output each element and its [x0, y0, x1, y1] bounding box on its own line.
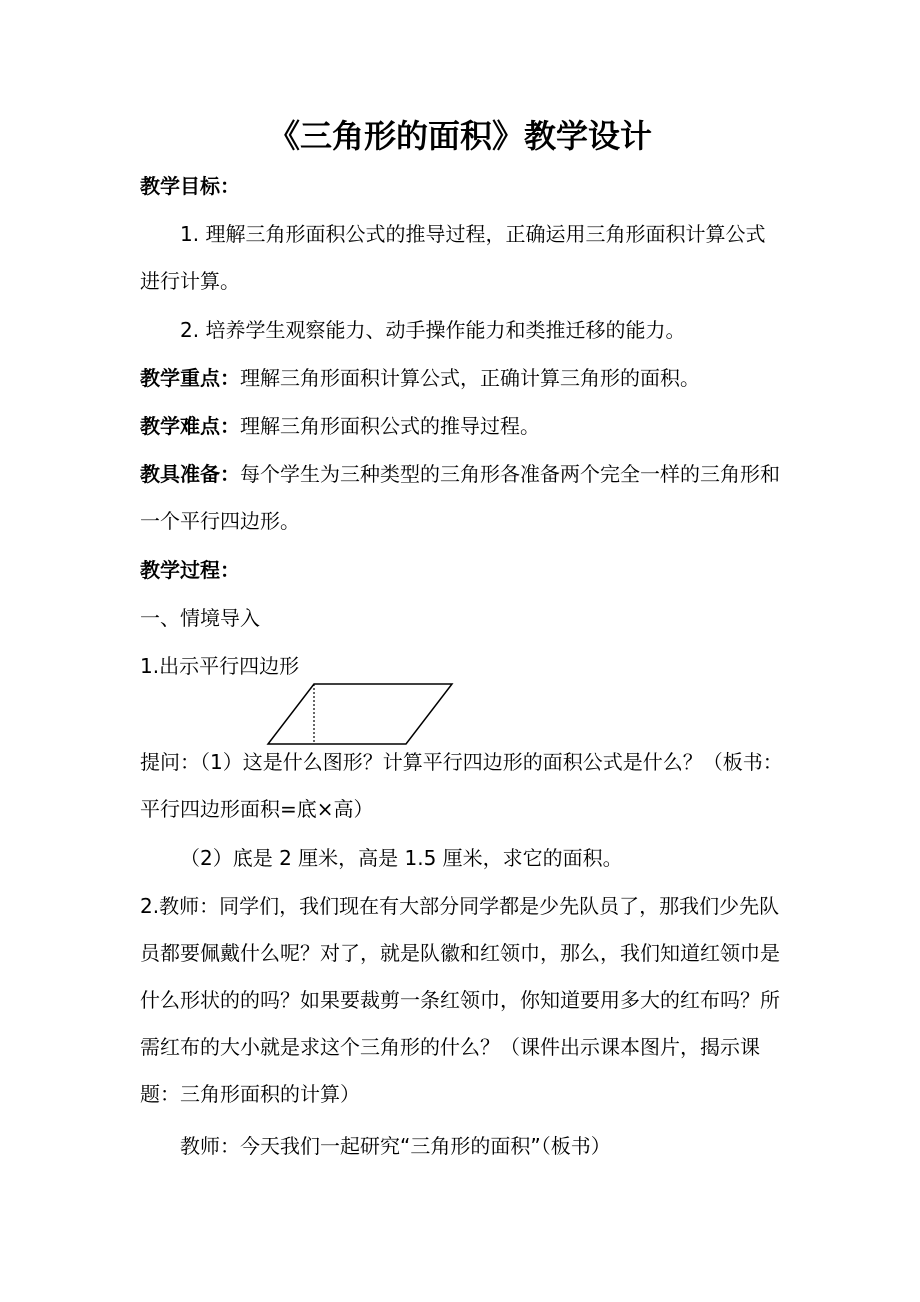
document-title: 《三角形的面积》教学设计 — [267, 117, 652, 155]
key-point-text: 理解三角形面积计算公式，正确计算三角形的面积。 — [240, 366, 700, 390]
process-heading: 教学过程： — [140, 558, 240, 582]
objectives-heading: 教学目标： — [140, 174, 240, 198]
section-1-heading: 一、情境导入 — [140, 606, 260, 630]
difficulty-label: 教学难点： — [140, 414, 240, 438]
step-1-text: 1.出示平行四边形 — [140, 654, 300, 678]
materials-paragraph — [140, 451, 785, 545]
objective-item-1: 1. 理解三角形面积公式的推导过程，正确运用三角形面积计算公式进行计算。 — [140, 222, 766, 293]
teacher-line-text: 教师：今天我们一起研究“三角形的面积”（板书） — [180, 1134, 611, 1158]
parallelogram-outline — [268, 684, 452, 744]
key-point-label: 教学重点： — [140, 366, 240, 390]
question-1-text: 提问：（1）这是什么图形？计算平行四边形的面积公式是什么？（板书：平行四边形面积=底×高） — [140, 750, 783, 821]
question-2-text: （2）底是 2 厘米，高是 1.5 厘米，求它的面积。 — [180, 846, 623, 870]
difficulty-paragraph — [140, 403, 785, 450]
materials-label: 教具准备： — [140, 462, 240, 486]
key-point-paragraph — [140, 355, 785, 402]
objective-item-2: 2. 培养学生观察能力、动手操作能力和类推迁移的能力。 — [180, 318, 686, 342]
difficulty-text: 理解三角形面积公式的推导过程。 — [240, 414, 540, 438]
step-2-text: 2.教师：同学们，我们现在有大部分同学都是少先队员了，那我们少先队员都要佩戴什么呢？对了，就是队徽和红领巾，那么，我们知道红领巾是什么形状的的吗？如果要裁剪一条红领巾，你知道要用多大的红布吗？所需红布的大小就是求这个三角形的什么？（课件出示课本图片，揭示课题：三角形面积的计算） — [140, 894, 780, 1106]
materials-text: 每个学生为三种类型的三角形各准备两个完全一样的三角形和一个平行四边形。 — [140, 462, 780, 533]
